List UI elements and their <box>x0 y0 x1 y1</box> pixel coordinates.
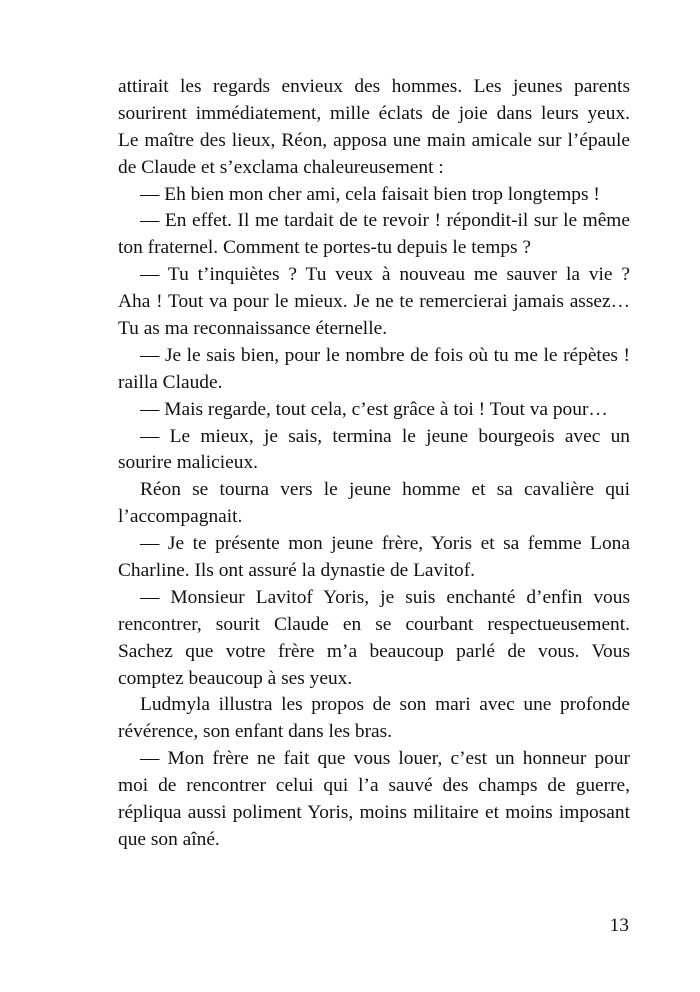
text-line: sourirent immédiatement, mille éclats de joie dans leurs yeux. <box>118 102 630 124</box>
text-line: Aha ! Tout va pour le mieux. Je ne te remercierai jamais assez… <box>118 291 630 313</box>
text-line: railla Claude. <box>118 371 223 393</box>
text-line: — Je le sais bien, pour le nombre de fois où tu me le répètes ! <box>140 344 630 366</box>
text-line: rencontrer, sourit Claude en se courbant respectueusement. <box>118 613 630 635</box>
text-line: Tu as ma reconnaissance éternelle. <box>118 318 388 340</box>
text-line: attirait les regards envieux des hommes. Les jeunes parents <box>118 76 630 97</box>
text-line: — Mais regarde, tout cela, c’est grâce à toi ! Tout va pour… <box>140 398 608 420</box>
text-line: Ludmyla illustra les propos de son mari avec une profonde <box>140 694 630 716</box>
text-line: — Tu t’inquiètes ? Tu veux à nouveau me sauver la vie ? <box>140 264 630 286</box>
text-line: — Je te présente mon jeune frère, Yoris et sa femme Lona <box>140 533 630 555</box>
text-line: ton fraternel. Comment te portes-tu depuis le temps ? <box>118 237 532 259</box>
page-number: 13 <box>609 915 629 936</box>
text-line: — Mon frère ne fait que vous louer, c’est un honneur pour <box>140 748 630 770</box>
text-line: — Le mieux, je sais, termina le jeune bourgeois avec un <box>140 425 630 447</box>
text-line: comptez beaucoup à ses yeux. <box>118 667 353 689</box>
text-line: révérence, son enfant dans les bras. <box>118 721 393 743</box>
text-line: Réon se tourna vers le jeune homme et sa cavalière qui <box>140 479 630 501</box>
text-line: Charline. Ils ont assuré la dynastie de Lavitof. <box>118 560 476 582</box>
text-line: que son aîné. <box>118 828 220 850</box>
text-line: — Eh bien mon cher ami, cela faisait bien trop longtemps ! <box>140 183 600 205</box>
text-line: l’accompagnait. <box>118 506 243 528</box>
text-line: Sachez que votre frère m’a beaucoup parlé de vous. Vous <box>118 640 630 662</box>
text-line: Le maître des lieux, Réon, apposa une main amicale sur l’épaule <box>118 129 630 151</box>
page-text <box>118 74 630 854</box>
text-line: — Monsieur Lavitof Yoris, je suis enchanté d’enfin vous <box>140 586 630 608</box>
text-line: répliqua aussi poliment Yoris, moins militaire et moins imposant <box>118 802 630 824</box>
text-line: — En effet. Il me tardait de te revoir ! répondit-il sur le même <box>140 210 630 232</box>
text-line: moi de rencontrer celui qui l’a sauvé des champs de guerre, <box>118 775 630 797</box>
text-line: de Claude et s’exclama chaleureusement : <box>118 156 444 178</box>
text-line: sourire malicieux. <box>118 452 258 474</box>
